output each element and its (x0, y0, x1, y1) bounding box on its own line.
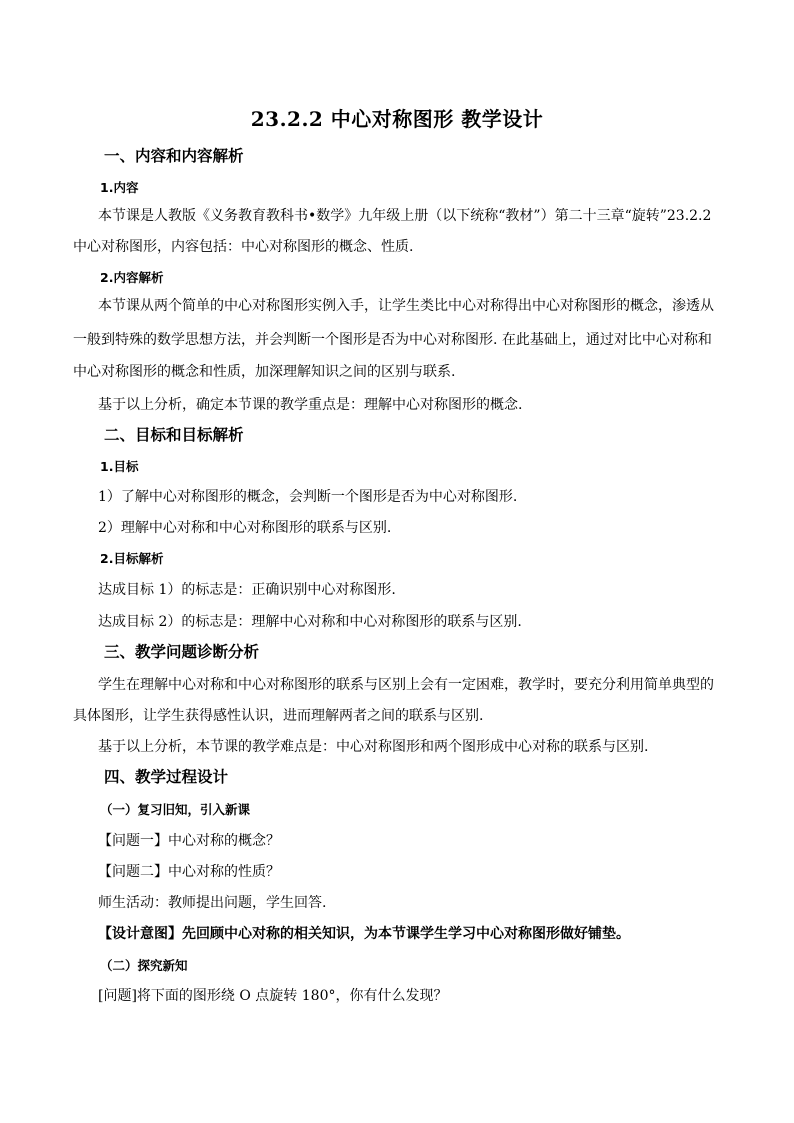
subsection-heading-1-2: 2.内容解析 (100, 270, 164, 285)
subsection-heading-2-1: 1.目标 (100, 459, 139, 474)
document-title: 23.2.2 中心对称图形 教学设计 (250, 107, 544, 131)
activity-line: 师生活动：教师提出问题，学生回答. (98, 895, 327, 911)
paragraph-line: 达成目标 2）的标志是：理解中心对称和中心对称图形的联系与区别. (98, 614, 522, 630)
subsection-heading-4-1: （一）复习旧知，引入新课 (100, 802, 251, 817)
question-line: 【问题二】中心对称的性质？ (98, 864, 280, 880)
subsection-heading-4-2: （二）探究新知 (100, 958, 188, 973)
design-intent-line: 【设计意图】先回顾中心对称的相关知识，为本节课学生学习中心对称图形做好铺垫。 (98, 926, 630, 942)
section-heading-2: 二、目标和目标解析 (104, 426, 244, 444)
subsection-heading-1-1: 1.内容 (100, 180, 139, 195)
paragraph-line: 达成目标 1）的标志是：正确识别中心对称图形. (98, 582, 396, 598)
section-heading-4: 四、教学过程设计 (104, 768, 229, 786)
paragraph-line: 具体图形，让学生获得感性认识，进而理解两者之间的联系与区别. (73, 708, 484, 724)
paragraph-line: 基于以上分析，本节课的教学难点是：中心对称图形和两个图形成中心对称的联系与区别. (98, 739, 649, 755)
question-line: [问题]将下面的图形绕 O 点旋转 180°，你有什么发现？ (98, 988, 448, 1004)
paragraph-line: 本节课是人教版《义务教育教科书•数学》九年级上册（以下统称“教材”）第二十三章“旋转”23.2.2 (98, 208, 712, 224)
paragraph-line: 中心对称图形的概念和性质，加深理解知识之间的区别与联系. (73, 364, 456, 380)
subsection-heading-2-2: 2.目标解析 (100, 551, 164, 566)
section-heading-3: 三、教学问题诊断分析 (104, 643, 260, 661)
paragraph-line: 基于以上分析，确定本节课的教学重点是：理解中心对称图形的概念. (98, 397, 523, 413)
paragraph-line: 2）理解中心对称和中心对称图形的联系与区别. (98, 520, 392, 536)
paragraph-line: 本节课从两个简单的中心对称图形实例入手，让学生类比中心对称得出中心对称图形的概念，渗透从 (98, 298, 714, 314)
section-heading-1: 一、内容和内容解析 (104, 147, 244, 165)
paragraph-line: 1）了解中心对称图形的概念，会判断一个图形是否为中心对称图形. (98, 489, 518, 505)
paragraph-line: 学生在理解中心对称和中心对称图形的联系与区别上会有一定困难，教学时，要充分利用简单典型的 (98, 677, 714, 693)
question-line: 【问题一】中心对称的概念？ (98, 833, 280, 849)
paragraph-line: 一般到特殊的数学思想方法，并会判断一个图形是否为中心对称图形. 在此基础上，通过对比中心对称和 (73, 332, 712, 348)
paragraph-line: 中心对称图形，内容包括：中心对称图形的概念、性质. (73, 239, 414, 255)
